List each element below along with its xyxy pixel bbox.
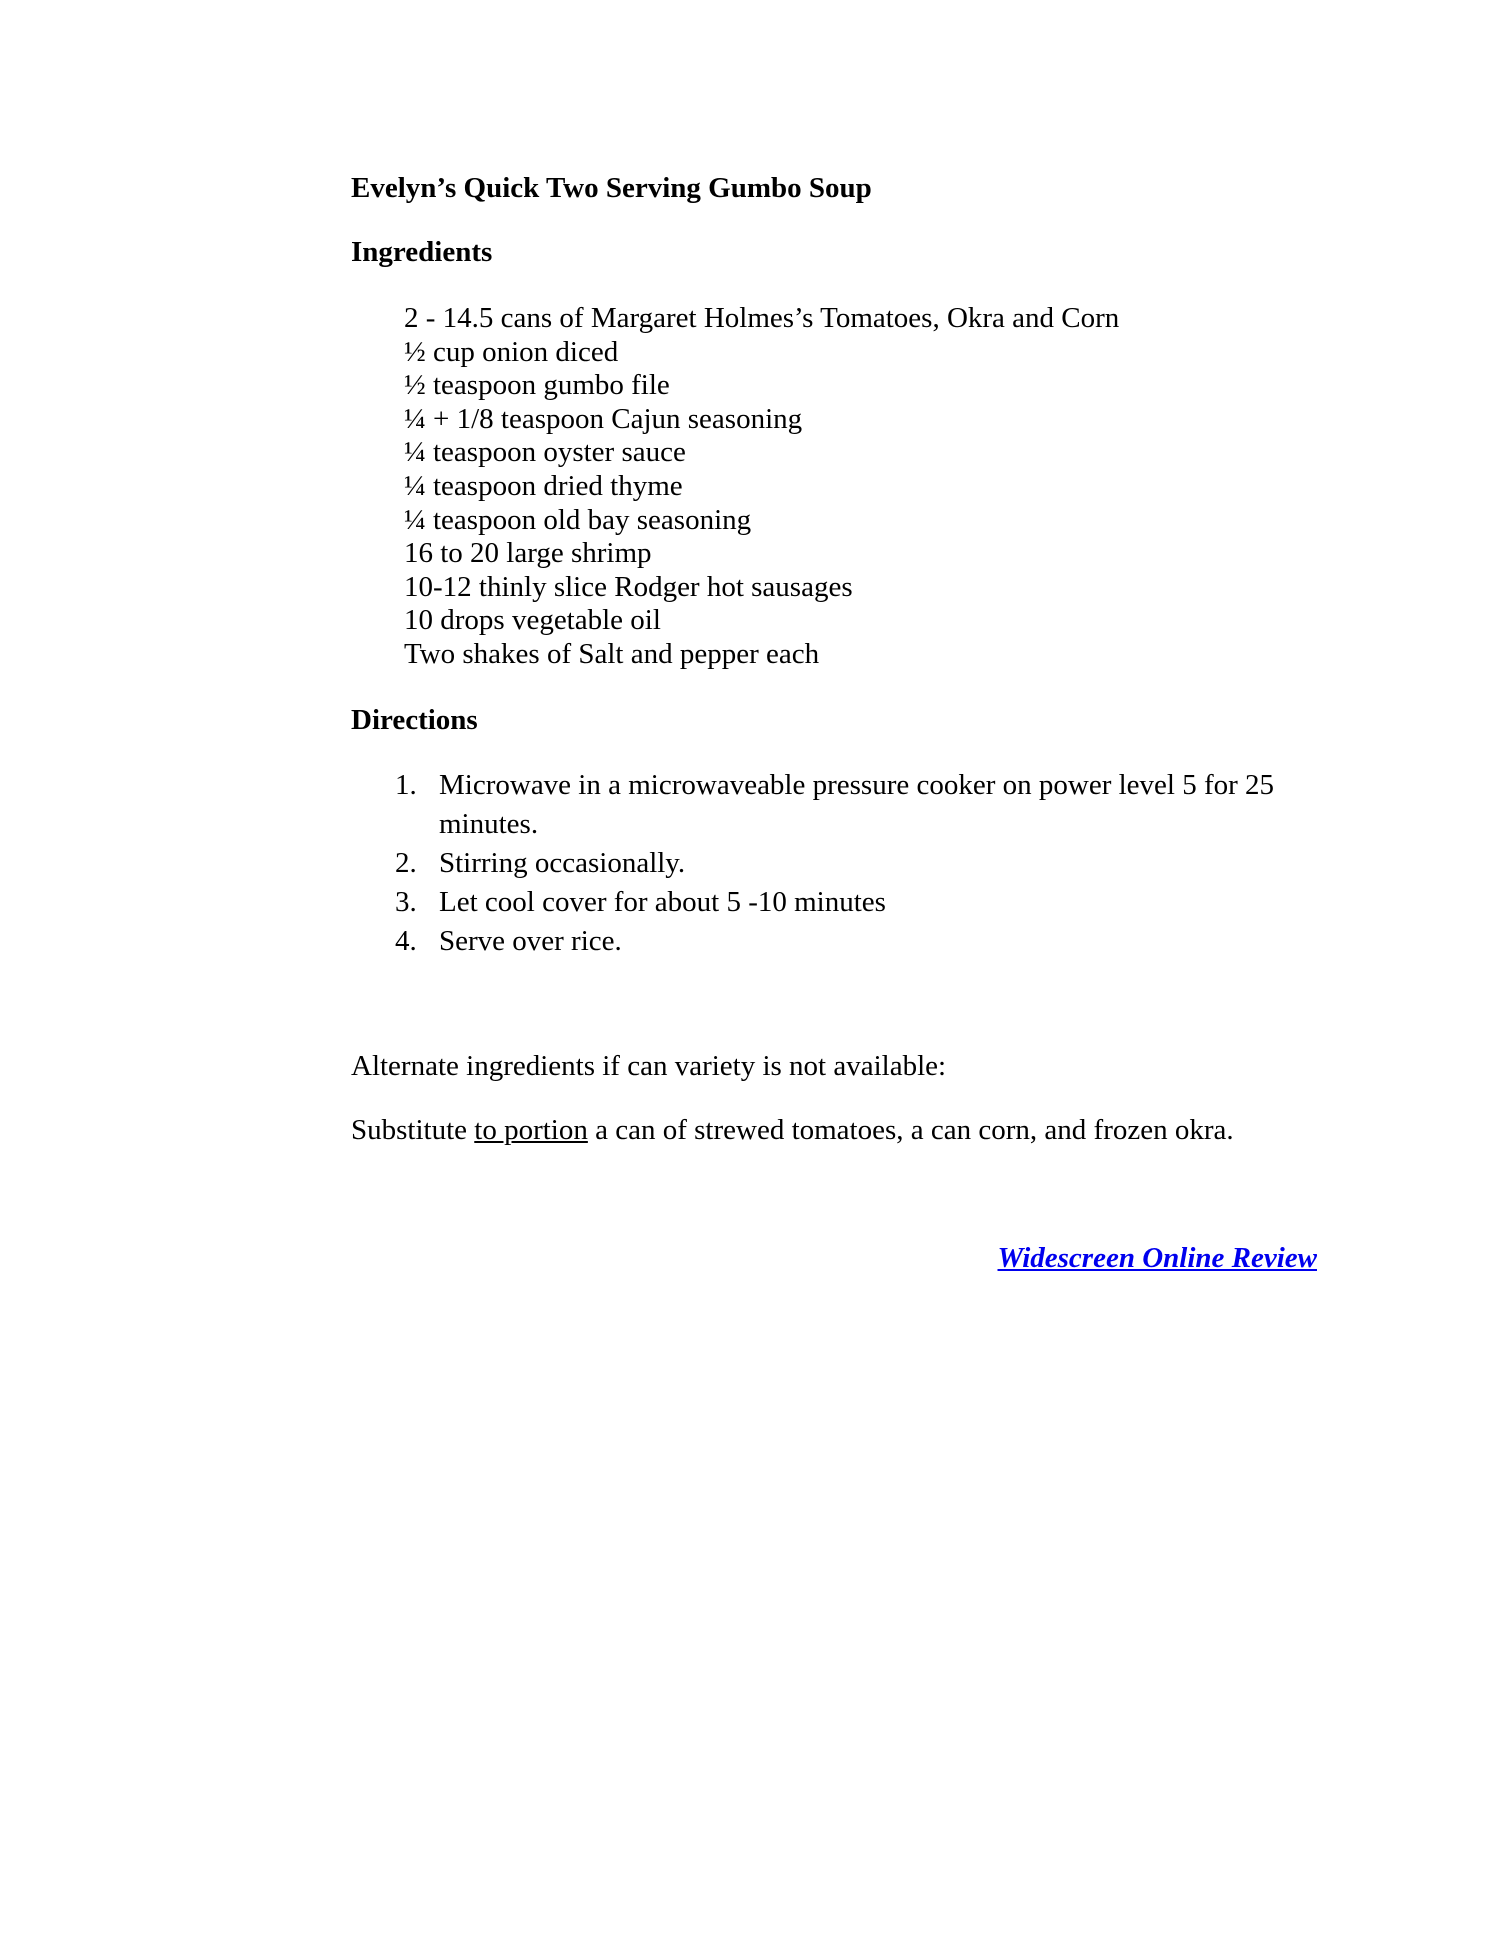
ingredient-item: ½ cup onion diced	[404, 335, 619, 368]
substitute-suffix: a can of strewed tomatoes, a can corn, and frozen okra.	[587, 1114, 1234, 1146]
ingredient-item: ¼ teaspoon old bay seasoning	[404, 503, 752, 536]
alternate-intro: Alternate ingredients if can variety is not available:	[351, 1050, 947, 1082]
step-text: Serve over rice.	[439, 925, 622, 957]
directions-heading: Directions	[351, 704, 478, 736]
ingredient-item: ¼ teaspoon oyster sauce	[404, 436, 686, 469]
ingredient-item: Two shakes of Salt and pepper each	[404, 637, 820, 670]
ingredient-item: 10 drops vegetable oil	[404, 604, 661, 637]
direction-step	[351, 883, 1301, 922]
ingredient-item: ¼ + 1/8 teaspoon Cajun seasoning	[404, 402, 803, 435]
ingredient-list	[404, 302, 1119, 672]
step-text: Stirring occasionally.	[439, 847, 686, 879]
direction-step	[351, 766, 1301, 844]
substitute-paragraph	[351, 1114, 1234, 1147]
ingredient-item: 16 to 20 large shrimp	[404, 537, 652, 570]
ingredient-item: 10-12 thinly slice Rodger hot sausages	[404, 570, 853, 603]
step-number: 4.	[395, 925, 417, 957]
ingredient-item: ½ teaspoon gumbo file	[404, 369, 670, 402]
direction-list	[351, 766, 1301, 961]
recipe-title: Evelyn’s Quick Two Serving Gumbo Soup	[351, 172, 872, 204]
direction-step	[351, 922, 1301, 961]
step-text: Let cool cover for about 5 -10 minutes	[439, 886, 886, 918]
substitute-underlined: to portion	[474, 1114, 588, 1146]
substitute-prefix: Substitute	[351, 1114, 475, 1146]
direction-step	[351, 844, 1301, 883]
step-number: 2.	[395, 847, 417, 879]
step-number: 1.	[395, 769, 417, 801]
ingredient-item: 2 - 14.5 cans of Margaret Holmes’s Tomatoes, Okra and Corn	[404, 302, 1120, 334]
ingredient-item: ¼ teaspoon dried thyme	[404, 469, 683, 502]
step-text: Microwave in a microwaveable pressure cooker on power level 5 for 25 minutes.	[439, 769, 1275, 840]
widescreen-online-review-link[interactable]: Widescreen Online Review	[997, 1242, 1317, 1274]
step-number: 3.	[395, 886, 417, 918]
ingredients-heading: Ingredients	[351, 236, 493, 268]
